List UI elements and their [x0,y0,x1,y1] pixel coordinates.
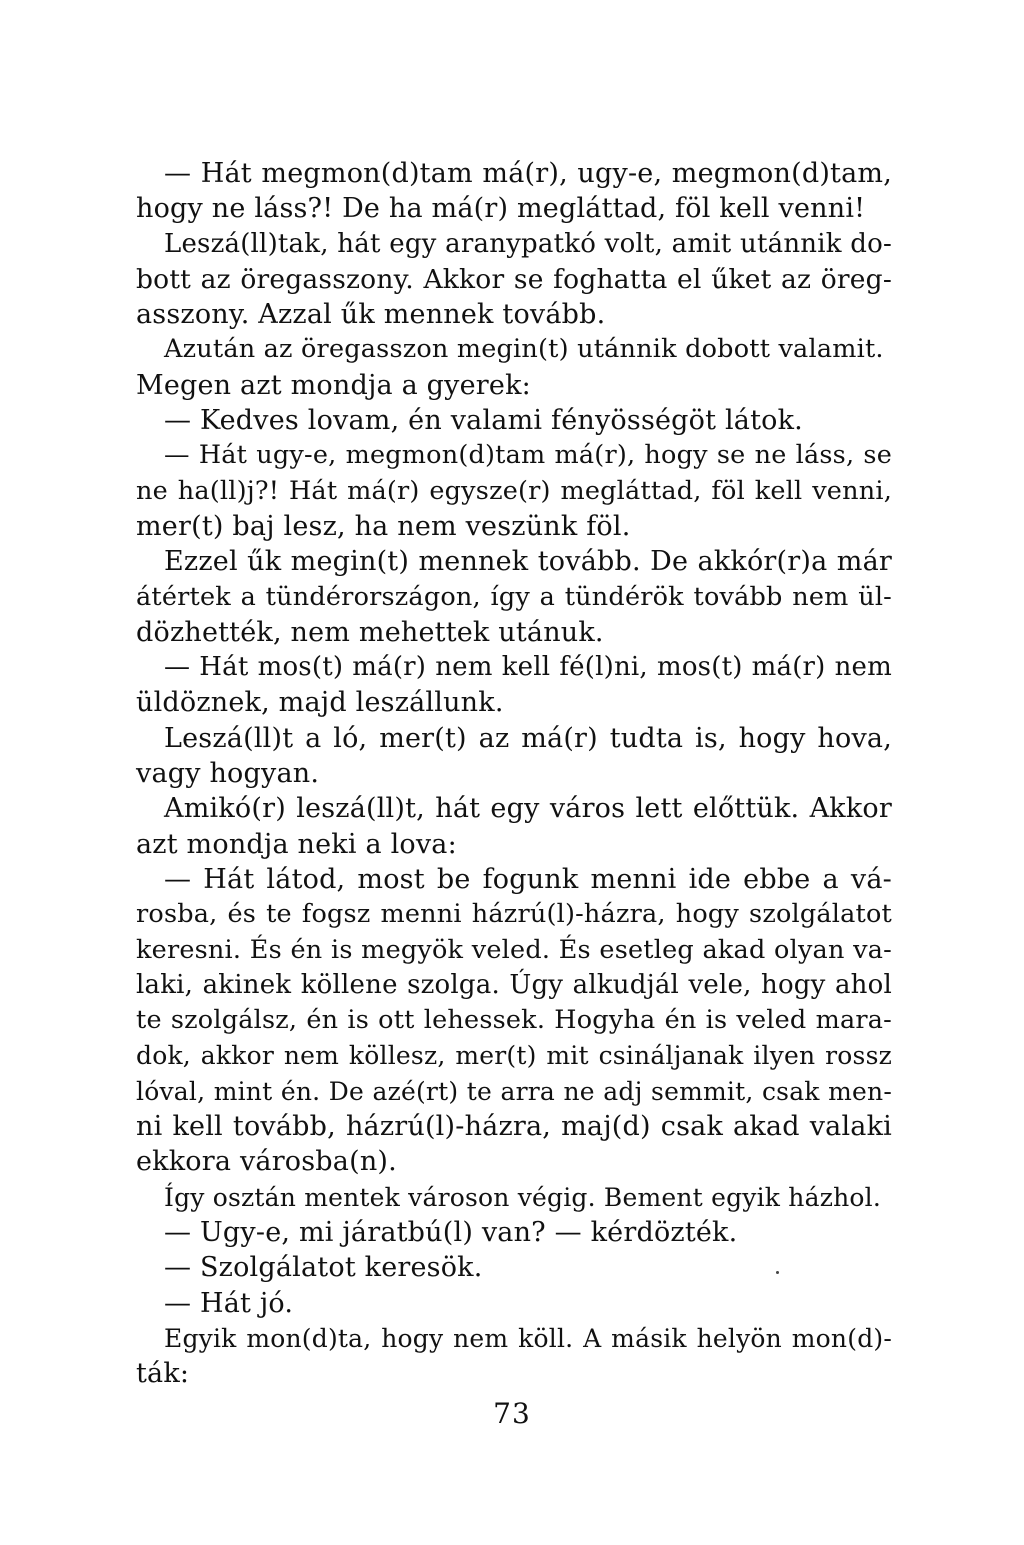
text-line: te szolgálsz, én is ott lehessek. Hogyha én is veled mara- [136,1005,892,1036]
text-line: lóval, mint én. De azé(rt) te arra ne adj semmit, csak men- [136,1076,892,1106]
text-line: azt mondja neki a lova: [136,828,457,860]
text-line: — Hát látod, most be fogunk menni ide ebbe a vá- [164,863,892,895]
text-line: — Hát megmon(d)tam má(r), ugy-e, megmon(d)tam, [164,158,892,189]
text-line: mer(t) baj lesz, ha nem veszünk föl. [136,510,631,542]
text-line: — Hát jó. [164,1287,294,1319]
text-line: Ezzel űk megin(t) mennek tovább. De akkór(r)a már [164,546,892,578]
text-line: ták: [136,1358,190,1390]
text-line: Így osztán mentek városon végig. Bement egyik házhol. [164,1182,881,1212]
text-line: Azután az öregasszon megin(t) utánnik dobott valamit. [164,334,884,365]
text-line: — Szolgálatot keresök. [164,1252,483,1284]
text-line: laki, akinek köllene szolga. Úgy alkudjál vele, hogy ahol [136,969,892,1000]
page-number: 73 [493,1397,531,1430]
text-line: Egyik mon(d)ta, hogy nem köll. A másik helyön mon(d)- [164,1323,892,1353]
text-line: — Ugy-e, mi járatbú(l) van? — kérdözték. [164,1216,738,1248]
text-line: Leszá(ll)tak, hát egy aranypatkó volt, amit utánnik do- [164,228,892,259]
text-line: — Kedves lovam, én valami fényösségöt látok. [164,405,803,437]
text-line: Megen azt mondja a gyerek: [136,369,531,401]
text-line: — Hát mos(t) má(r) nem kell fé(l)ni, mos(t) má(r) nem [164,652,892,683]
text-line: — Hát ugy-e, megmon(d)tam má(r), hogy se ne láss, se [164,440,892,471]
text-line: ekkora városba(n). [136,1146,397,1178]
text-line: ne ha(ll)j?! Hát má(r) egysze(r) megláttad, föl kell venni, [136,475,892,506]
text-line: dözhették, nem mehettek utánuk. [136,616,604,648]
text-line: bott az öregasszony. Akkor se foghatta el űket az öreg- [136,263,892,295]
text-line: átértek a tündérországon, így a tündérök tovább nem ül- [136,581,892,612]
text-line: ni kell tovább, házrú(l)-házra, maj(d) csak akad valaki [136,1111,892,1143]
text-line: dok, akkor nem köllesz, mer(t) mit csináljanak ilyen rossz [136,1041,892,1071]
text-line: üldöznek, majd leszállunk. [136,687,504,719]
text-line: vagy hogyan. [136,758,320,790]
text-line: Amikó(r) leszá(ll)t, hát egy város lett előttük. Akkor [164,793,892,825]
text-line: hogy ne láss?! De ha má(r) megláttad, föl kell venni! [136,193,866,225]
text-line: Leszá(ll)t a ló, mer(t) az má(r) tudta is, hogy hova, [164,722,892,754]
ink-speck [776,1271,779,1274]
page-body [136,156,892,1391]
text-line: asszony. Azzal űk mennek tovább. [136,299,606,331]
text-line: rosba, és te fogsz menni házrú(l)-házra, hogy szolgálatot [136,899,892,930]
text-line: keresni. És én is megyök veled. És esetleg akad olyan va- [136,934,892,965]
